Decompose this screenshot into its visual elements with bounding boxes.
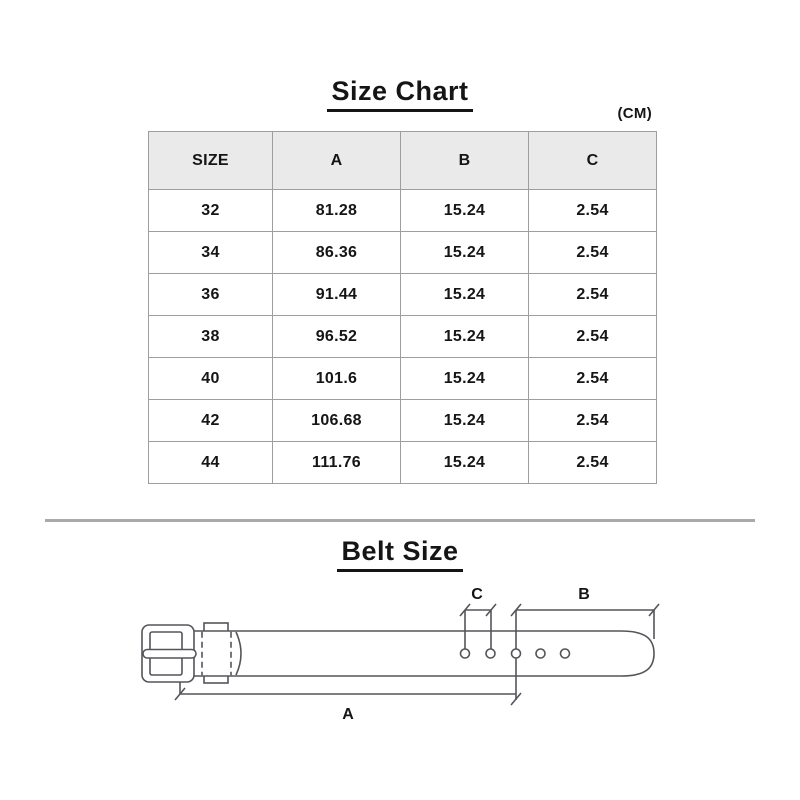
table-row [149, 316, 657, 358]
belt-size-title: Belt Size [337, 538, 462, 572]
section-divider [45, 519, 755, 522]
belt-hole [561, 649, 570, 658]
header-size: SIZE [149, 132, 273, 190]
dim-label-b: B [578, 586, 590, 603]
table-cell: 15.24 [401, 358, 529, 400]
belt-hole [486, 649, 495, 658]
table-cell: 86.36 [273, 232, 401, 274]
table-cell: 106.68 [273, 400, 401, 442]
header-a: A [273, 132, 401, 190]
table-cell: 15.24 [401, 232, 529, 274]
table-row [149, 232, 657, 274]
belt-diagram [0, 575, 800, 740]
table-cell: 2.54 [529, 190, 657, 232]
belt-size-title-row [0, 538, 800, 572]
table-cell: 44 [149, 442, 273, 484]
size-chart-title: Size Chart [327, 78, 472, 112]
header-b: B [401, 132, 529, 190]
table-cell: 36 [149, 274, 273, 316]
header-c: C [529, 132, 657, 190]
table-row [149, 274, 657, 316]
table-cell: 40 [149, 358, 273, 400]
belt-buckle-prong [143, 650, 196, 659]
table-row [149, 190, 657, 232]
belt-strap [190, 631, 654, 676]
table-cell: 34 [149, 232, 273, 274]
table-cell: 15.24 [401, 400, 529, 442]
table-row [149, 442, 657, 484]
belt-hole [512, 649, 521, 658]
table-cell: 2.54 [529, 442, 657, 484]
table-cell: 15.24 [401, 274, 529, 316]
dim-label-a: A [342, 706, 354, 723]
table-cell: 15.24 [401, 316, 529, 358]
table-cell: 2.54 [529, 400, 657, 442]
table-cell: 38 [149, 316, 273, 358]
table-row [149, 358, 657, 400]
belt-hole [536, 649, 545, 658]
table-cell: 2.54 [529, 316, 657, 358]
table-cell: 15.24 [401, 442, 529, 484]
table-cell: 2.54 [529, 274, 657, 316]
table-cell: 111.76 [273, 442, 401, 484]
table-cell: 96.52 [273, 316, 401, 358]
table-cell: 15.24 [401, 190, 529, 232]
belt-hole [461, 649, 470, 658]
table-cell: 81.28 [273, 190, 401, 232]
table-cell: 91.44 [273, 274, 401, 316]
table-cell: 2.54 [529, 358, 657, 400]
dim-line-a [175, 682, 521, 705]
size-table [148, 131, 657, 484]
table-header-row [149, 132, 657, 190]
table-row [149, 400, 657, 442]
unit-label: (CM) [617, 105, 652, 122]
table-cell: 32 [149, 190, 273, 232]
table-cell: 42 [149, 400, 273, 442]
table-cell: 101.6 [273, 358, 401, 400]
table-cell: 2.54 [529, 232, 657, 274]
dim-label-c: C [471, 586, 483, 603]
